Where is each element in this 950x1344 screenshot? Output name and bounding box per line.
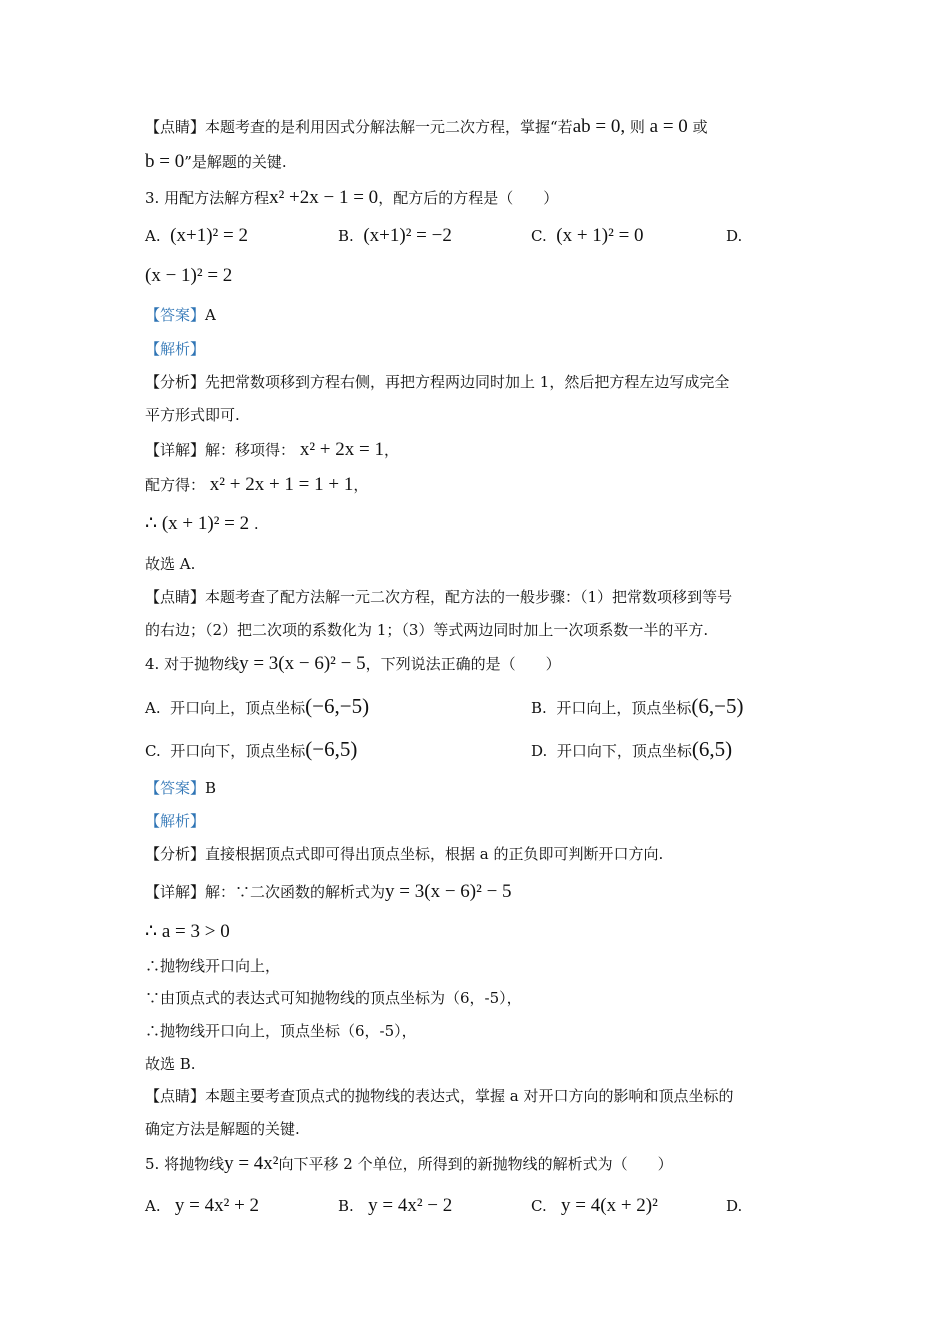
q5-option-a: A. y = 4x² + 2 [145,1195,260,1216]
q4-fenxi: 【分析】直接根据顶点式即可得出顶点坐标，根据 a 的正负即可判断开口方向. [145,845,664,863]
q4-option-a: A. 开口向上，顶点坐标(−6,−5) [145,694,370,718]
q4-jiexi-tag: 【解析】 [145,812,206,830]
q3-dianjing: 【点睛】本题考查了配方法解一元二次方程，配方法的一般步骤：（1）把常数项移到等号 [145,588,733,606]
dianjing-paragraph-prev-line2: b = 0”是解题的关键. [145,151,287,172]
q4-answer: 【答案】B [145,779,217,797]
q4-dianjing-line2: 确定方法是解题的关键. [145,1120,300,1138]
q3-option-a: A. (x+1)² = 2 [145,225,248,246]
q3-dianjing-line2: 的右边；（2）把二次项的系数化为 1；（3）等式两边同时加上一次项系数一半的平方. [145,621,709,639]
q4-option-b: B. 开口向上，顶点坐标(6,−5) [531,694,744,718]
q3-answer: 【答案】A [145,306,216,324]
question-4-stem: 4. 对于抛物线y = 3(x − 6)² − 5，下列说法正确的是（ ） [145,653,561,674]
q4-dianjing: 【点睛】本题主要考查顶点式的抛物线的表达式，掌握 a 对开口方向的影响和顶点坐标的 [145,1087,734,1105]
q5-option-d: D. [726,1197,743,1215]
q4-xiangjie-2: ∴ a = 3 > 0 [145,921,230,942]
q4-choose: 故选 B. [145,1055,196,1073]
q3-xiangjie-2: 配方得： x² + 2x + 1 = 1 + 1， [145,474,369,495]
q3-fenxi-line2: 平方形式即可. [145,406,240,424]
q4-xiangjie-4: ∵由顶点式的表达式可知抛物线的顶点坐标为（6，-5）， [145,989,522,1007]
q3-jiexi-tag: 【解析】 [145,340,206,358]
question-3-stem: 3. 用配方法解方程x² +2x − 1 = 0，配方后的方程是（ ） [145,187,559,208]
dianjing-tag: 【点睛】 [145,118,206,136]
question-5-stem: 5. 将抛物线y = 4x²向下平移 2 个单位，所得到的新抛物线的解析式为（ ） [145,1153,673,1174]
q4-option-d: D. 开口向下，顶点坐标(6,5) [531,737,733,761]
q3-xiangjie-1: 【详解】解：移项得： x² + 2x = 1， [145,439,399,460]
q4-xiangjie-1: 【详解】解：∵二次函数的解析式为y = 3(x − 6)² − 5 [145,881,512,902]
q5-option-c: C. y = 4(x + 2)² [531,1195,658,1216]
q3-option-c: C. (x + 1)² = 0 [531,225,644,246]
q3-option-d-label: D. [726,227,743,245]
q3-fenxi: 【分析】先把常数项移到方程右侧，再把方程两边同时加上 1，然后把方程左边写成完全 [145,373,730,391]
q4-xiangjie-3: ∴抛物线开口向上， [145,957,281,975]
q4-option-c: C. 开口向下，顶点坐标(−6,5) [145,737,358,761]
dianjing-paragraph-prev: 【点睛】本题考查的是利用因式分解法解一元二次方程，掌握“若ab = 0, 则 a = 0 或 [145,116,708,137]
q5-option-b: B. y = 4x² − 2 [338,1195,453,1216]
q3-choose: 故选 A. [145,555,196,573]
q3-option-d: (x − 1)² = 2 [145,265,233,286]
q4-xiangjie-5: ∴抛物线开口向上，顶点坐标（6，-5）， [145,1022,417,1040]
q3-xiangjie-3: ∴ (x + 1)² = 2 . [145,513,259,534]
q3-option-b: B. (x+1)² = −2 [338,225,452,246]
